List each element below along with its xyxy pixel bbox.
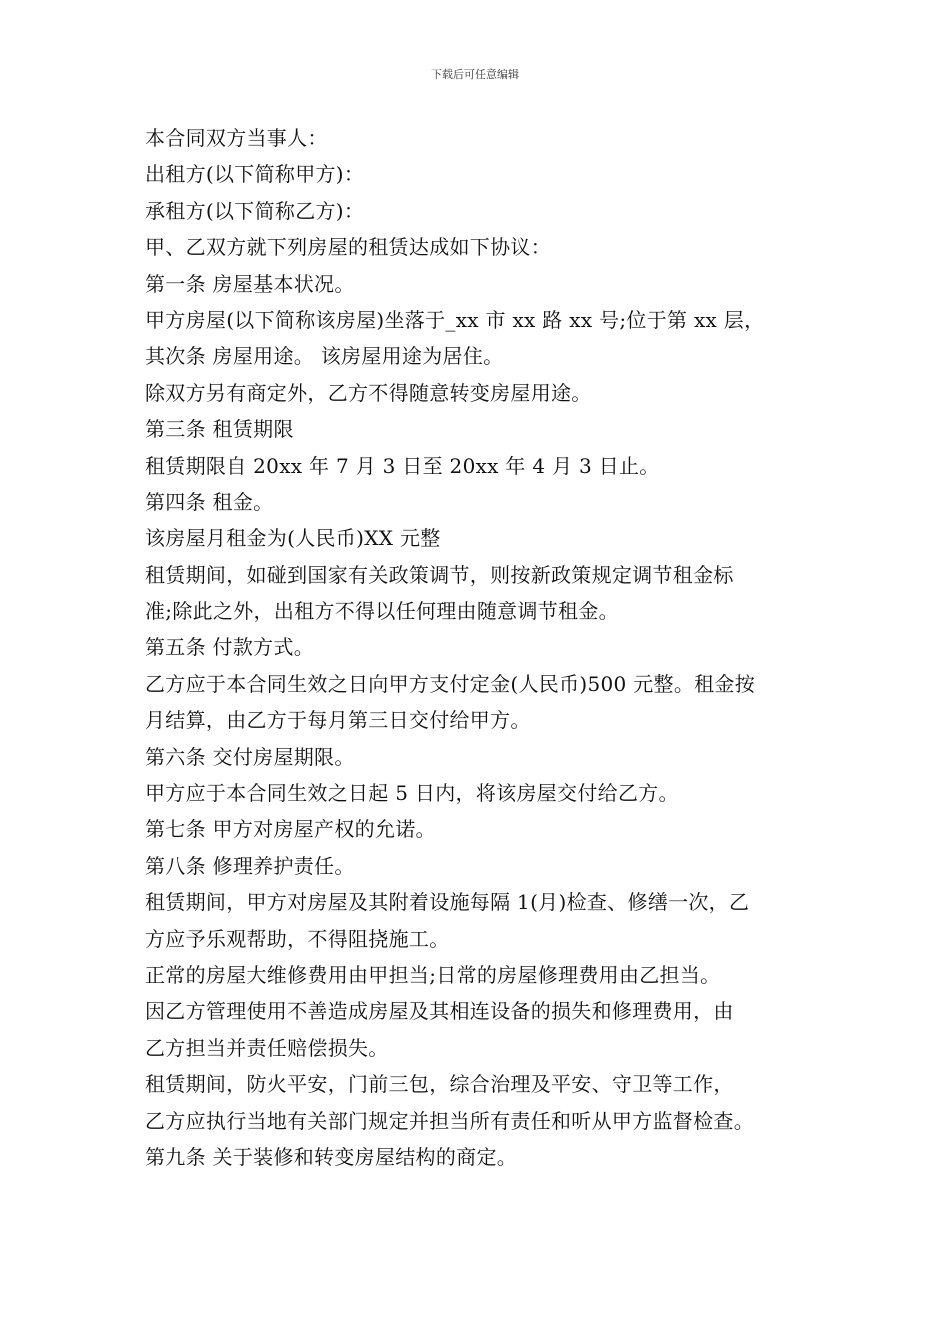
text-line: 甲、乙双方就下列房屋的租赁达成如下协议：: [145, 235, 551, 260]
text-line: 因乙方管理使用不善造成房屋及其相连设备的损失和修理费用，由: [145, 999, 734, 1024]
page-header: 下载后可任意编辑: [431, 68, 519, 81]
text-line: 乙方担当并责任赔偿损失。: [145, 1035, 389, 1060]
text-line: 方应予乐观帮助，不得阻挠施工。: [145, 926, 450, 951]
section-heading: 第七条 甲方对房屋产权的允诺。: [145, 817, 436, 842]
section-heading: 第四条 租金。: [145, 489, 274, 514]
text-line: 乙方应执行当地有关部门规定并担当所有责任和听从甲方监督检查。: [145, 1108, 754, 1133]
text-line: 除双方另有商定外，乙方不得随意转变房屋用途。: [145, 380, 592, 405]
text-line: 月结算，由乙方于每月第三日交付给甲方。: [145, 708, 531, 733]
text-line: 准;除此之外，出租方不得以任何理由随意调节租金。: [145, 599, 619, 624]
text-line: 租赁期限自 20xx 年 7 月 3 日至 20xx 年 4 月 3 日止。: [145, 453, 660, 478]
text-line: 乙方应于本合同生效之日向甲方支付定金(人民币)500 元整。租金按: [145, 671, 756, 696]
text-line: 承租方(以下简称乙方)：: [145, 198, 365, 223]
text-line: 出租方(以下简称甲方)：: [145, 162, 365, 187]
text-line: 租赁期间，防火平安，门前三包，综合治理及平安、守卫等工作，: [145, 1072, 734, 1097]
text-line: 租赁期间，如碰到国家有关政策调节，则按新政策规定调节租金标: [145, 562, 734, 587]
section-heading: 其次条 房屋用途。 该房屋用途为居住。: [145, 344, 504, 369]
document-body: [145, 120, 815, 1175]
text-line: 租赁期间，甲方对房屋及其附着设施每隔 1(月)检查、修缮一次，乙: [145, 890, 750, 915]
text-line: 该房屋月租金为(人民币)XX 元整: [145, 526, 441, 551]
section-heading: 第五条 付款方式。: [145, 635, 315, 660]
text-line: 甲方应于本合同生效之日起 5 日内，将该房屋交付给乙方。: [145, 781, 679, 806]
section-heading: 第九条 关于装修和转变房屋结构的商定。: [145, 1144, 518, 1169]
section-heading: 第三条 租赁期限: [145, 417, 294, 442]
text-line: 本合同双方当事人：: [145, 126, 328, 150]
text-line: 正常的房屋大维修费用由甲担当;日常的房屋修理费用由乙担当。: [145, 962, 721, 987]
text-line: 甲方房屋(以下简称该房屋)坐落于_xx 市 xx 路 xx 号;位于第 xx 层，: [145, 307, 765, 332]
section-heading: 第六条 交付房屋期限。: [145, 744, 355, 769]
section-heading: 第一条 房屋基本状况。: [145, 271, 355, 296]
section-heading: 第八条 修理养护责任。: [145, 853, 355, 878]
